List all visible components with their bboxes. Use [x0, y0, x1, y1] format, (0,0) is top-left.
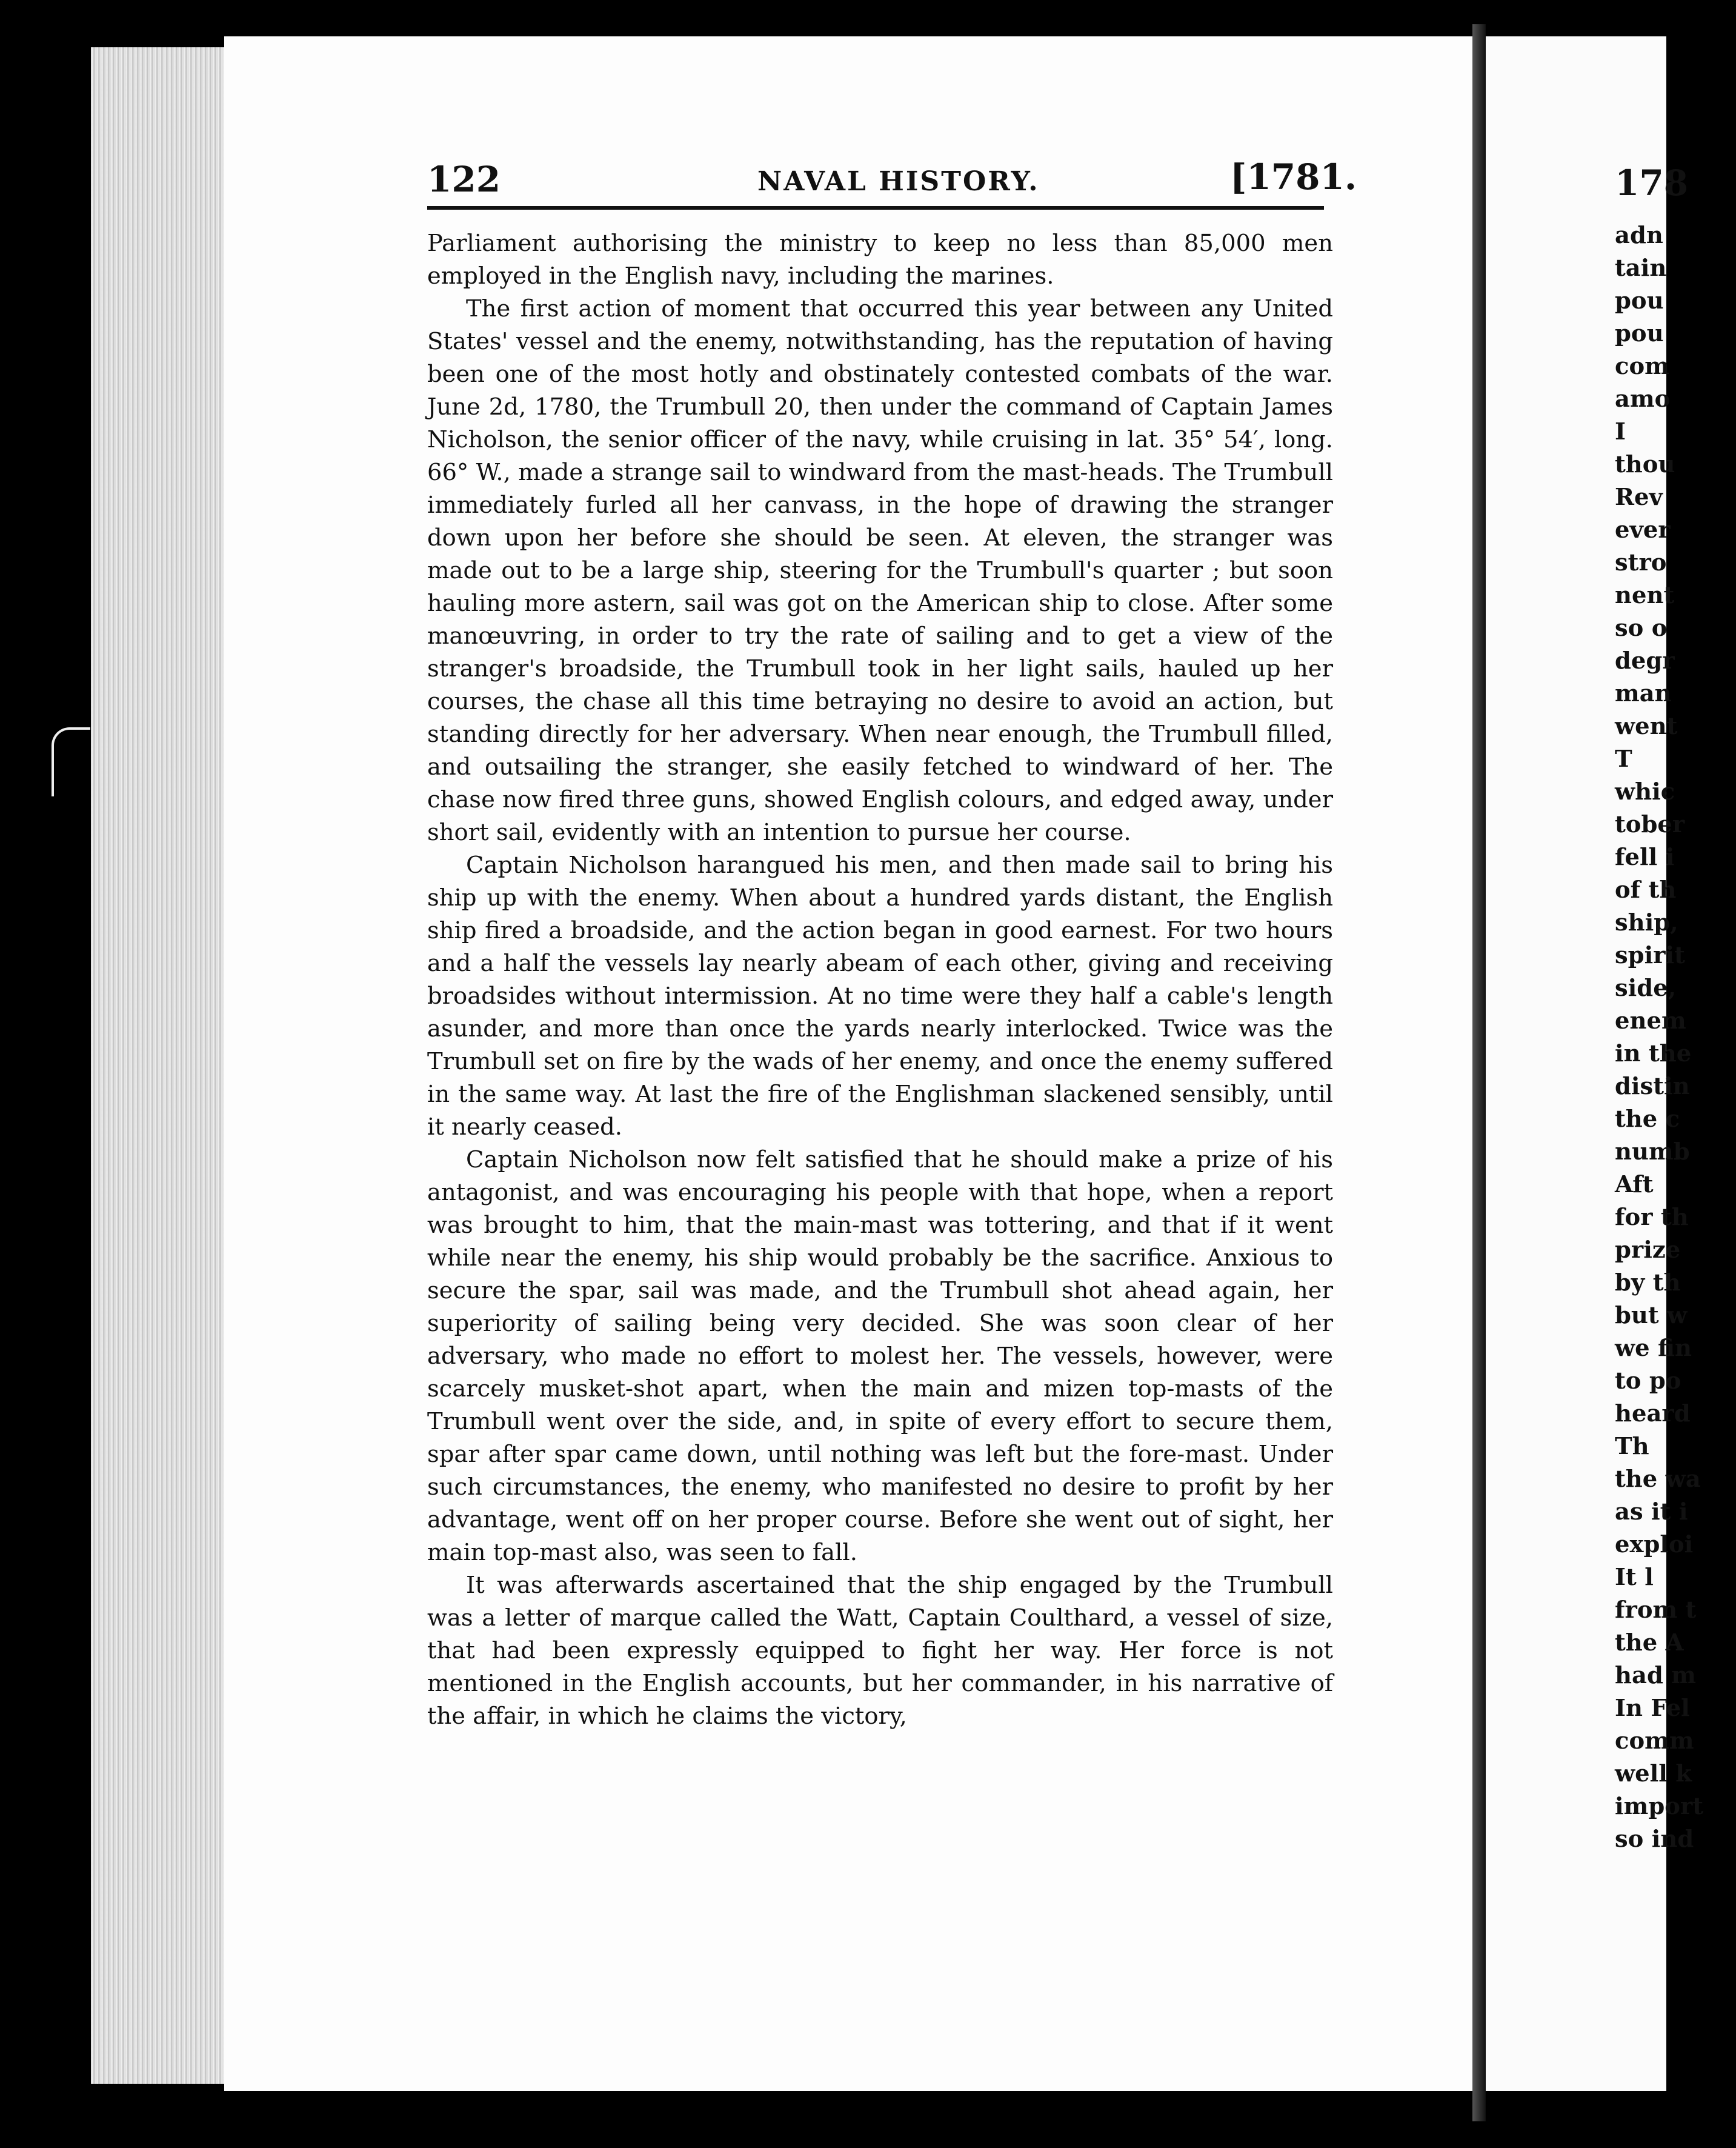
facing-page-line: import — [1615, 1793, 1704, 1820]
facing-page-line: but w — [1615, 1302, 1688, 1329]
facing-page-line: amo — [1615, 385, 1671, 413]
facing-page-line: com — [1615, 353, 1669, 380]
facing-page-line: heard — [1615, 1400, 1691, 1427]
paragraph-1: Parliament authorising the ministry to keep no less than 85,000 men employed in the English navy, including the marines. — [427, 230, 1333, 290]
facing-page-line: the c — [1615, 1106, 1680, 1133]
facing-page-line: I — [1615, 418, 1626, 445]
facing-page-line: went — [1615, 713, 1678, 740]
facing-page-line: pou — [1615, 320, 1664, 347]
paragraph-2: The first action of moment that occurred this year between any United States' vessel and the enemy, notwithstanding, has the reputation of having been one of the most hotly and obstinately contested combats of the war. June 2d, 1780, the Trumbull 20, then under the command of Captain James Nicholson, the senior officer of the navy, while cruising in lat. 35° 54′, long. 66° W., made a strange sail to windward from the mast-heads. The Trumbull immediately furled all her canvass, in the hope of drawing the stranger down upon her before she should be seen. At eleven, the stranger was made out to be a large ship, steering for the Trumbull's quarter ; but soon hauling more astern, sail was got on the American ship to close. After some manœuvring, in order to try the rate of sailing and to get a view of the stranger's broadside, the Trumbull took in her light sails, hauled up her courses, the chase all this time betraying no desire to avoid an action, but standing directly for her adversary. When near enough, the Trumbull filled, and outsailing the stranger, she easily fetched to windward of her. The chase now fired three guns, showed English colours, and edged away, under short sail, evidently with an intention to pursue her course. — [427, 295, 1333, 846]
facing-page-line: well k — [1615, 1760, 1692, 1787]
margin-pencil-mark — [52, 727, 90, 796]
body-text — [427, 227, 1333, 1733]
facing-page-line: numb — [1615, 1138, 1690, 1166]
facing-page-line: It l — [1615, 1564, 1654, 1591]
facing-page-line: tober — [1615, 811, 1685, 838]
facing-page-line: from t — [1615, 1596, 1697, 1624]
paragraph-3: Captain Nicholson harangued his men, and then made sail to bring his ship up with the enemy. When about a hundred yards distant, the English ship fired a broadside, and the action began in good earnest. For two hours and a half the vessels lay nearly abeam of each other, giving and receiving broadsides without intermission. At no time were they half a cable's length asunder, and more than once the yards nearly interlocked. Twice was the Trumbull set on fire by the wads of her enemy, and once the enemy suffered in the same way. At last the fire of the Englishman slackened sensibly, until it nearly ceased. — [427, 852, 1333, 1141]
facing-page-line: thou — [1615, 451, 1675, 478]
facing-page-line: tain — [1615, 255, 1667, 282]
facing-page-line: had m — [1615, 1662, 1696, 1689]
facing-page-line: comm — [1615, 1727, 1694, 1755]
facing-page-line: so o — [1615, 615, 1668, 642]
facing-page-line: of th — [1615, 876, 1677, 904]
facing-page-line: Rev — [1615, 484, 1663, 511]
running-title: NAVAL HISTORY. — [757, 166, 1040, 197]
facing-page-line: side, — [1615, 975, 1677, 1002]
facing-page-line: T — [1615, 745, 1632, 773]
page-number: 122 — [427, 159, 501, 200]
paragraph-5: It was afterwards ascertained that the ship engaged by the Trumbull was a letter of marque called the Watt, Captain Coulthard, a vessel of size, that had been expressly equipped to fight her way. Her force is not mentioned in the English accounts, but her commander, in his narrative of the affair, in which he claims the victory, — [427, 1572, 1333, 1730]
facing-page-line: pou — [1615, 287, 1664, 315]
running-header — [427, 156, 1357, 207]
facing-page-line: In Fel — [1615, 1695, 1690, 1722]
facing-page-number: 178 — [1615, 162, 1689, 204]
facing-page-text — [1615, 159, 1736, 1856]
facing-page-line: exploi — [1615, 1531, 1694, 1558]
facing-page-line: ever — [1615, 516, 1671, 544]
facing-page-line: Aft — [1615, 1171, 1654, 1198]
facing-page-line: degr — [1615, 647, 1675, 675]
facing-page-line: distin — [1615, 1073, 1690, 1100]
facing-page-line: by th — [1615, 1269, 1681, 1296]
facing-page-line: to po — [1615, 1367, 1681, 1395]
facing-page-line: enem — [1615, 1007, 1686, 1035]
paragraph-4: Captain Nicholson now felt satisfied that he should make a prize of his antagonist, and was encouraging his people with that hope, when a report was brought to him, that the main-mast was tottering, and that if it went while near the enemy, his ship would probably be the sacrifice. Anxious to secure the spar, sail was made, and the Trumbull shot ahead again, her superiority of sailing being very decided. She was soon clear of her adversary, who made no effort to molest her. The vessels, however, were scarcely musket-shot apart, when the main and mizen top-masts of the Trumbull went over the side, and, in spite of every effort to secure them, spar after spar came down, until nothing was left but the fore-mast. Under such circumstances, the enemy, who manifested no desire to profit by her advantage, went off on her proper course. Before she went out of sight, her main top-mast also, was seen to fall. — [427, 1146, 1333, 1566]
facing-page-line: whic — [1615, 778, 1675, 806]
facing-page-line: adn — [1615, 222, 1663, 249]
facing-page-line: the wa — [1615, 1466, 1701, 1493]
page-edges — [91, 47, 227, 2084]
facing-page-line: ship, — [1615, 909, 1678, 936]
facing-page-line: stro — [1615, 549, 1667, 576]
facing-page-line: prize — [1615, 1236, 1681, 1264]
facing-page-line: the A — [1615, 1629, 1684, 1656]
facing-page-line: Th — [1615, 1433, 1649, 1460]
facing-page-line: nent — [1615, 582, 1675, 609]
facing-page-line: for th — [1615, 1204, 1689, 1231]
facing-page-line: in the — [1615, 1040, 1692, 1067]
facing-page-line: fell i — [1615, 844, 1675, 871]
facing-page-line: we fin — [1615, 1335, 1692, 1362]
facing-page-line: as it i — [1615, 1498, 1688, 1526]
facing-page-line: spirit — [1615, 942, 1685, 969]
facing-page-line: man — [1615, 680, 1672, 707]
book-gutter — [1472, 24, 1486, 2121]
header-year: [1781. — [1230, 156, 1357, 198]
header-rule — [427, 206, 1324, 210]
facing-page-line: so ind — [1615, 1826, 1694, 1853]
